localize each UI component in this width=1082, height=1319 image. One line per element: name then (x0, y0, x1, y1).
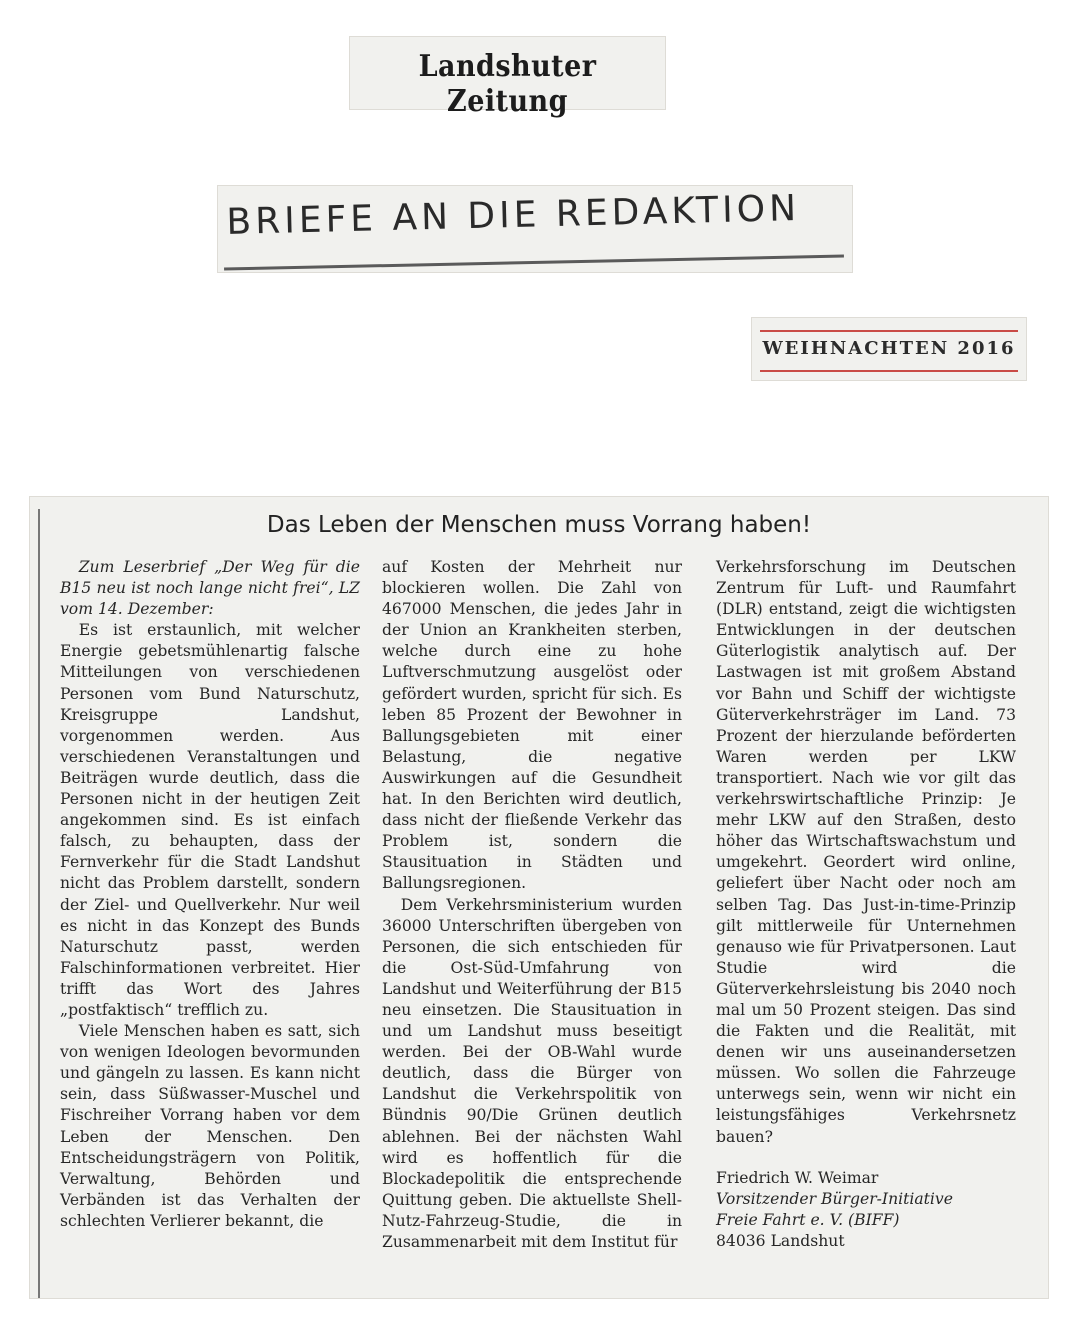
article-column-1 (60, 557, 360, 1232)
article-headline: Das Leben der Menschen muss Vorrang haben! (266, 512, 812, 538)
section-title: BRIEFE AN DIE REDAKTION (226, 187, 801, 243)
signature-org: Freie Fahrt e. V. (BIFF) (716, 1210, 900, 1229)
edition-label: WEIHNACHTEN 2016 (762, 338, 1016, 359)
article-left-rule (38, 509, 40, 1298)
masthead-clipping (350, 37, 665, 119)
masthead-title: Landshuter Zeitung (418, 49, 597, 119)
signature-name: Friedrich W. Weimar (716, 1168, 879, 1187)
edition-rule-bottom (760, 370, 1018, 372)
article-column-3 (716, 557, 1016, 1252)
signature-place: 84036 Landshut (716, 1231, 845, 1250)
edition-clipping (752, 318, 1026, 380)
article-column-2 (382, 557, 682, 1253)
paragraph: Verkehrsforschung im Deutschen Zentrum für Luft- und Raumfahrt (DLR) entstand, zeigt die wichtigsten Entwicklungen in der deutschen Güterlogistik analytisch auf. Der Lastwagen ist mit großem Abstand vor Bahn und Schiff der wichtigste Güterverkehrsträger im Land. 73 Prozent der hierzulande beförderten Waren werden per LKW transportiert. Nach wie vor gilt das verkehrswirtschaftliche Prinzip: Je mehr LKW auf den Straßen, desto höher das Wirtschaftswachstum und umgekehrt. Geordert wird online, geliefert über Nacht oder noch am selben Tag. Das Just-in-time-Prinzip gilt mittlerweile für Unternehmen genauso wie für Privatpersonen. Laut Studie wird die Güterverkehrsleistung bis 2040 noch mal um 50 Prozent steigen. Das sind die Fakten und die Realität, mit denen wir uns auseinandersetzen müssen. Wo sollen die Fahrzeuge unterwegs sein, wenn wir nicht ein leistungsfähiges Verkehrsnetz bauen? (716, 558, 1016, 1146)
signature-role: Vorsitzender Bürger-Initiative (716, 1189, 953, 1208)
paragraph: Viele Menschen haben es satt, sich von wenigen Ideologen bevormunden und gängeln zu lassen. Es kann nicht sein, dass Süßwasser-Muschel und Fischreiher Vorrang haben vor dem Leben der Menschen. Den Entscheidungsträgern von Politik, Verwaltung, Behörden und Verbänden ist das Verhalten der schlechten Verlierer bekannt, die (60, 1022, 360, 1230)
section-underline (224, 255, 844, 271)
article-clipping (30, 497, 1048, 1298)
article-intro: Zum Leserbrief „Der Weg für die B15 neu ist noch lange nicht frei“, LZ vom 14. Dezember: (60, 558, 360, 619)
edition-rule-top (760, 330, 1018, 332)
paragraph: auf Kosten der Mehrheit nur blockieren wollen. Die Zahl von 467000 Menschen, die jedes Jahr in der Union an Krankheiten sterben, welche durch eine zu hohe Luftverschmutzung ausgelöst oder gefördert wurden, spricht für sich. Es leben 85 Prozent der Bewohner in Ballungsgebieten mit einer Belastung, die negative Auswirkungen auf die Gesundheit hat. In den Berichten wird deutlich, dass nicht der fließende Verkehr das Problem ist, sondern die Stausituation in Städten und Ballungsregionen. (382, 558, 682, 893)
paragraph: Es ist erstaunlich, mit welcher Energie gebetsmühlenartig falsche Mitteilungen von verschiedenen Personen vom Bund Naturschutz, Kreisgruppe Landshut, vorgenommen werden. Aus verschiedenen Veranstaltungen und Beiträgen wurde deutlich, dass die Personen nicht in der heutigen Zeit angekommen sind. Es ist einfach falsch, zu behaupten, dass der Fernverkehr für die Stadt Landshut nicht das Problem darstellt, sondern der Ziel- und Quellverkehr. Nur weil es nicht in das Konzept des Bunds Naturschutz passt, werden Falschinformationen verbreitet. Hier trifft das Wort des Jahres „postfaktisch“ trefflich zu. (60, 621, 360, 1019)
section-header-clipping (218, 186, 852, 272)
paragraph: Dem Verkehrsministerium wurden 36000 Unterschriften übergeben von Personen, die sich entschieden für die Ost-Süd-Umfahrung von Landshut und Weiterführung der B15 neu einsetzen. Die Stausituation in und um Landshut muss beseitigt werden. Bei der OB-Wahl wurde deutlich, dass die Bürger von Landshut die Verkehrspolitik von Bündnis 90/Die Grünen deutlich ablehnen. Bei der nächsten Wahl wird es hoffentlich für die Blockadepolitik die entsprechende Quittung geben. Die aktuellste Shell-Nutz-Fahrzeug-Studie, die in Zusammenarbeit mit dem Institut für (382, 895, 682, 1251)
signature (716, 1168, 1016, 1252)
